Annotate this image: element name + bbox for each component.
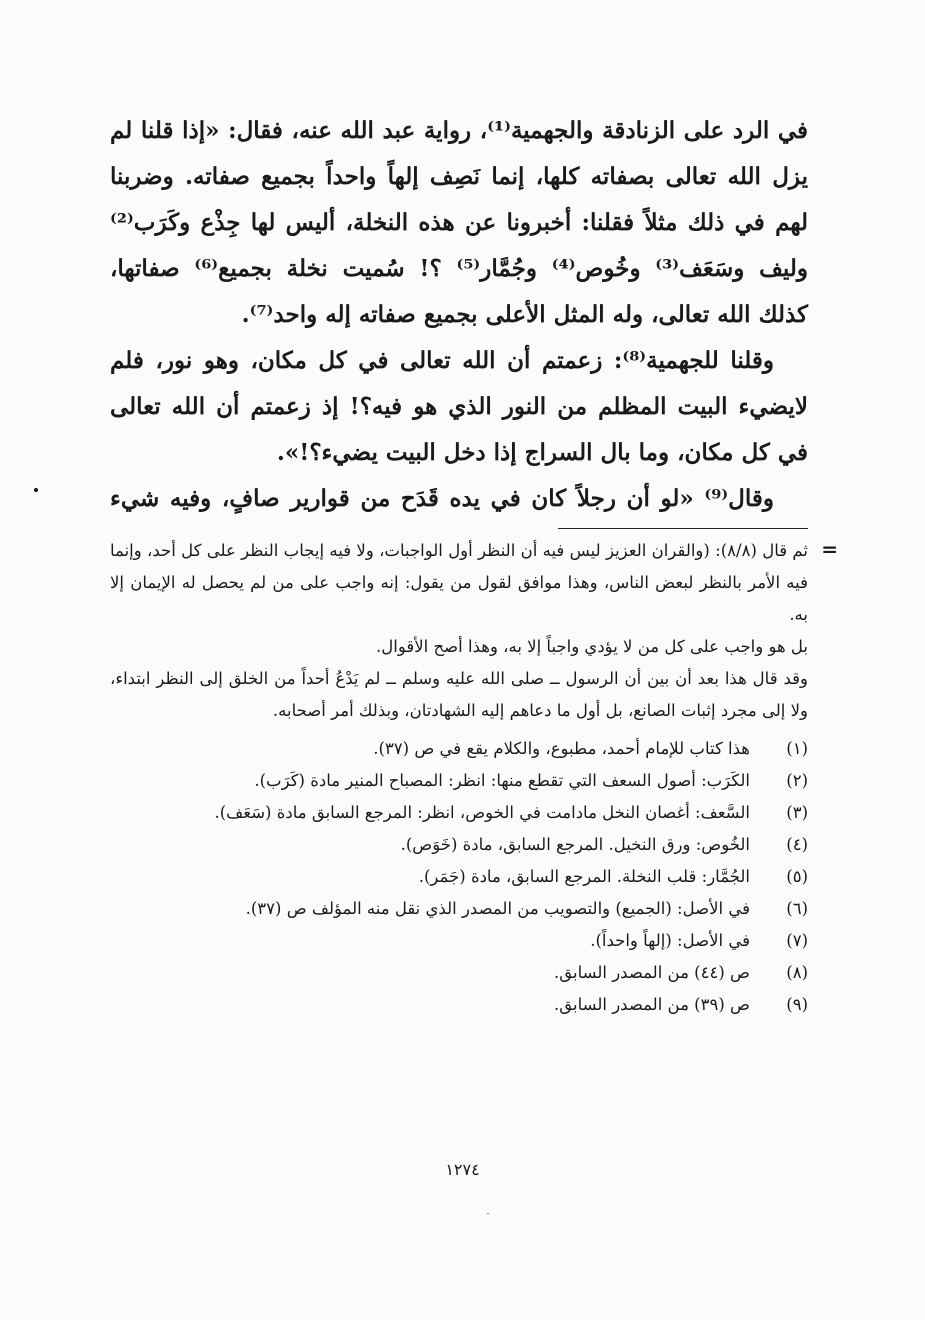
footnote-text: في الأصل: (الجميع) والتصويب من المصدر الذي نقل منه المؤلف ص (٣٧).	[245, 899, 750, 918]
footnote-number: (٥)	[786, 867, 808, 886]
continuation-paragraph-3: وقد قال هذا بعد أن بين أن الرسول ــ صلى الله عليه وسلم ــ لم يَدْعُ أحداً من الخلق إلى النظر ابتداء، ولا إلى مجرد إثبات الصانع، بل أول ما دعاهم إليه الشهادتان، وبذلك أمر أصحابه.	[110, 669, 808, 720]
footnote	[110, 893, 808, 925]
footnote-continuation	[110, 535, 838, 727]
main-paragraph-2: وقلنا للجهمية⁽⁸⁾: زعمتم أن الله تعالى في كل مكان، وهو نور، فلم لايضيء البيت المظلم من النور الذي هو فيه؟! إذ زعمتم أن الله تعالى في كل مكان، وما بال السراج إذا دخل البيت يضيء؟!».	[110, 347, 808, 466]
footnote-text: ص (٤٤) من المصدر السابق.	[554, 963, 750, 982]
footnote-text: في الأصل: (إلهاً واحداً).	[590, 931, 750, 950]
footnote	[110, 861, 808, 893]
continuation-paragraph-1: ثم قال (٨/٨): (والقران العزيز ليس فيه أن النظر أول الواجبات، ولا فيه إيجاب النظر على كل أحد، وإنما فيه الأمر بالنظر لبعض الناس، وهذا موافق لقول من يقول: إنه واجب على من لم يحصل له الإيمان إلا به.	[110, 541, 808, 624]
footnote-number: (٣)	[786, 803, 808, 822]
footnote-text: الخُوص: ورق النخيل. المرجع السابق، مادة (خَوَص).	[400, 835, 750, 854]
footnote-number: (٤)	[786, 835, 808, 854]
page-body	[110, 108, 838, 1021]
scan-speck	[487, 1213, 489, 1214]
margin-dot	[34, 488, 38, 492]
footnote-number: (٧)	[786, 931, 808, 950]
footnote-number: (١)	[786, 739, 808, 758]
footnote	[110, 989, 808, 1021]
page-number: ١٢٧٤	[445, 1160, 480, 1179]
footnote-text: السَّعف: أغصان النخل مادامت في الخوص، انظر: المرجع السابق مادة (سَعَف).	[214, 803, 750, 822]
footnote-text: الكَرَب: أصول السعف التي تقطع منها: انظر: المصباح المنير مادة (كَرَب).	[254, 771, 750, 790]
footnote	[110, 797, 808, 829]
footnote	[110, 957, 808, 989]
footnote	[110, 733, 808, 765]
footnote	[110, 829, 808, 861]
main-paragraph-3: وقال⁽⁹⁾ «لو أن رجلاً كان في يده قَدَح من قوارير صافٍ، وفيه شيء	[110, 485, 774, 512]
continuation-mark: =	[821, 537, 838, 561]
footnote	[110, 925, 808, 957]
footnote-number: (٨)	[786, 963, 808, 982]
continuation-paragraph-2: بل هو واجب على كل من لا يؤدي واجباً إلا به، وهذا أصح الأقوال.	[376, 637, 808, 656]
footnote-number: (٢)	[786, 771, 808, 790]
footnote-number: (٩)	[786, 995, 808, 1014]
footnote-number: (٦)	[786, 899, 808, 918]
footnotes-list	[110, 733, 808, 1021]
footnote-text: هذا كتاب للإمام أحمد، مطبوع، والكلام يقع في ص (٣٧).	[373, 739, 750, 758]
main-paragraph-1: في الرد على الزنادقة والجهمية⁽¹⁾، رواية عبد الله عنه، فقال: «إذا قلنا لم يزل الله تعالى بصفاته كلها، إنما نَصِف إلهاً واحداً بجميع صفاته. وضربنا لهم في ذلك مثلاً فقلنا: أخبرونا عن هذه النخلة، أليس لها جِذْع وكَرَب⁽²⁾ وليف وسَعَف⁽³⁾ وخُوص⁽⁴⁾ وجُمَّار⁽⁵⁾ ؟! سُميت نخلة بجميع⁽⁶⁾ صفاتها، كذلك الله تعالى، وله المثل الأعلى بجميع صفاته إله واحد⁽⁷⁾.	[110, 117, 808, 328]
footnote	[110, 765, 808, 797]
footnote-separator	[558, 528, 808, 529]
main-text	[110, 108, 808, 522]
footnote-text: الجُمَّار: قلب النخلة. المرجع السابق، مادة (جَمَر).	[418, 867, 750, 886]
footnote-text: ص (٣٩) من المصدر السابق.	[554, 995, 750, 1014]
